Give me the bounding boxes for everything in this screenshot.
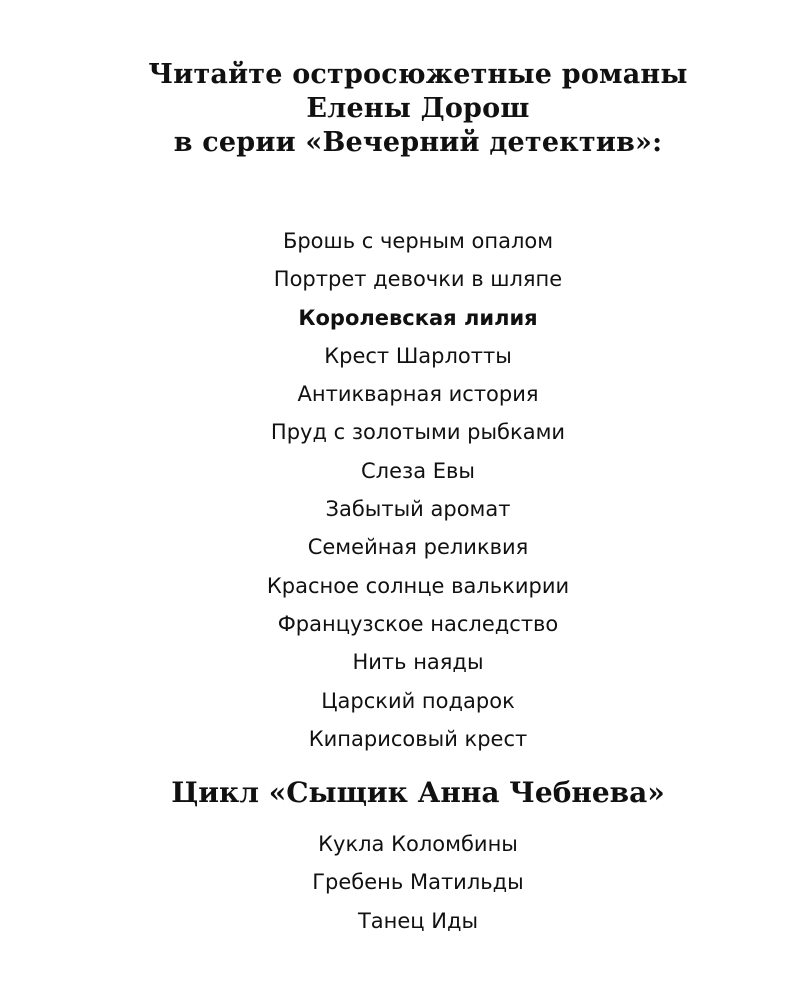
series-header <box>0 58 800 160</box>
book-title: Портрет девочки в шляпе <box>273 267 563 292</box>
series-book-list <box>0 226 800 762</box>
book-title: Красное солнце валькирии <box>266 573 570 598</box>
book-title: Брошь с черным опалом <box>282 229 554 253</box>
book-title: Слеза Евы <box>361 458 475 483</box>
cycle-book-title: Гребень Матильды <box>312 870 524 895</box>
book-title: Антикварная история <box>297 382 539 407</box>
book-title: Французское наследство <box>277 611 559 636</box>
cycle-book-title: Танец Иды <box>357 908 479 933</box>
header-line-2: Елены Дорош <box>306 93 530 124</box>
cycle-book-list <box>0 829 800 944</box>
book-title: Нить наяды <box>352 650 484 675</box>
header-line-3: в серии «Вечерний детектив»: <box>173 127 663 158</box>
book-title: Пруд с золотыми рыбками <box>270 420 566 445</box>
header-line-1: Читайте остросюжетные романы <box>148 59 688 90</box>
book-title: Кипарисовый крест <box>308 726 528 751</box>
book-title: Семейная реликвия <box>307 535 529 560</box>
book-title: Забытый аромат <box>325 497 511 522</box>
book-title: Царский подарок <box>321 688 515 713</box>
book-title: Крест Шарлотты <box>324 343 512 368</box>
cycle-title: Цикл «Сыщик Анна Чебнева» <box>171 776 665 809</box>
book-title: Королевская лилия <box>298 305 538 330</box>
cycle-book-title: Кукла Коломбины <box>318 832 518 856</box>
